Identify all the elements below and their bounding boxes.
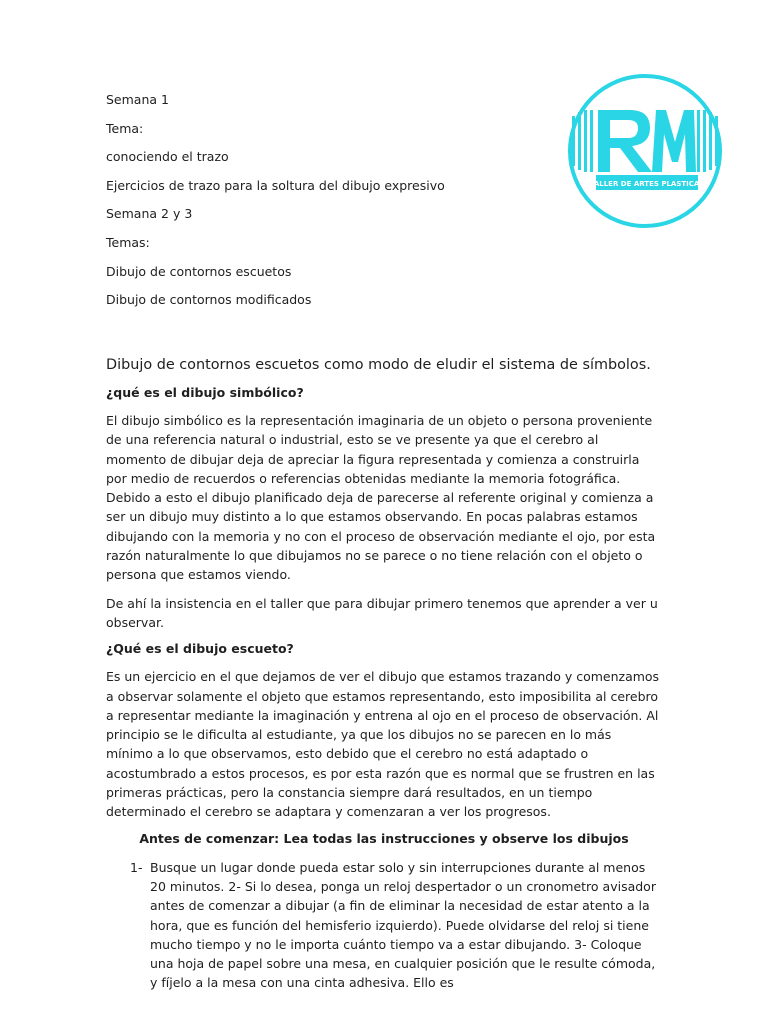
header-line-exercises: Ejercicios de trazo para la soltura del dibujo expresivo bbox=[106, 177, 445, 193]
question-escueto-drawing: ¿Qué es el dibujo escueto? bbox=[106, 641, 294, 657]
header-line-week1: Semana 1 bbox=[106, 92, 169, 107]
header-line-topics-label: Temas: bbox=[106, 234, 150, 250]
instructions-title: Antes de comenzar: Lea todas las instrucciones y observe los dibujos bbox=[139, 830, 629, 846]
header-line-week2-3: Semana 2 y 3 bbox=[106, 206, 193, 222]
header-block bbox=[106, 92, 546, 321]
header-line-topic-modificados: Dibujo de contornos modificados bbox=[106, 292, 312, 308]
section-heading: Dibujo de contornos escuetos como modo de eludir el sistema de símbolos. bbox=[106, 357, 651, 373]
list-marker: 1- bbox=[130, 859, 143, 875]
main-content bbox=[106, 355, 662, 993]
list-item-text: Busque un lugar donde pueda estar solo y sin interrupciones durante al menos 20 minutos. 2- Si lo desea, ponga un reloj despertador o un cronometro avisador antes de comenzar a dibujar (a fin de eliminar la necesidad de estar atento a la hora, que es función del hemisferio izquierdo). Puede olvidarse del reloj si tiene mucho tiempo y no le importa cuánto tiempo va a estar dibujando. 3- Coloque una hoja de papel sobre una mesa, en cualquier posición que le resulte cómoda, y fíjelo a la mesa con una cinta adhesiva. Ello es bbox=[150, 859, 656, 991]
header-line-topic-escuetos: Dibujo de contornos escuetos bbox=[106, 263, 292, 279]
logo-banner-text: TALLER DE ARTES PLASTICAS bbox=[589, 180, 705, 188]
paragraph-symbolic-drawing: El dibujo simbólico es la representación imaginaria de un objeto o persona proveniente de una referencia natural o industrial, esto se ve presente ya que el cerebro al momento de dibujar deja de apreciar la figura representada y comienza a construirla por medio de recuerdos o referencias obtenidas mediante la memoria fotográfica. Debido a esto el dibujo planificado deja de parecerse al referente original y comienza a ser un dibujo muy distinto a lo que estamos observando. En pocas palabras estamos dibujando con la memoria y no con el proceso de observación mediante el ojo, por esta razón naturalmente lo que dibujamos no se parece o no tiene relación con el objeto o persona que estamos viendo. bbox=[106, 413, 656, 583]
list-item bbox=[106, 858, 662, 993]
paragraph-insistence: De ahí la insistencia en el taller que para dibujar primero tenemos que aprender a ver u observar. bbox=[106, 595, 658, 630]
header-line-topic: conociendo el trazo bbox=[106, 149, 229, 165]
rm-logo bbox=[566, 72, 724, 230]
question-symbolic-drawing: ¿qué es el dibujo simbólico? bbox=[106, 385, 304, 400]
paragraph-escueto-drawing: Es un ejercicio en el que dejamos de ver el dibujo que estamos trazando y comenzamos a observar solamente el objeto que estamos representando, esto imposibilita al cerebro a representar mediante la imaginación y entrena al ojo en el proceso de observación. Al principio se le dificulta al estudiante, ya que los dibujos no se parecen en lo más mínimo a lo que observamos, esto debido que el cerebro no está adaptado o acostumbrado a estos procesos, es por esta razón que es normal que se frustren en las primeras prácticas, pero la constancia siempre dará resultados, en un tiempo determinado el cerebro se adaptara y comenzaran a ver los progresos. bbox=[106, 669, 660, 820]
header-line-topic-label: Tema: bbox=[106, 120, 144, 136]
